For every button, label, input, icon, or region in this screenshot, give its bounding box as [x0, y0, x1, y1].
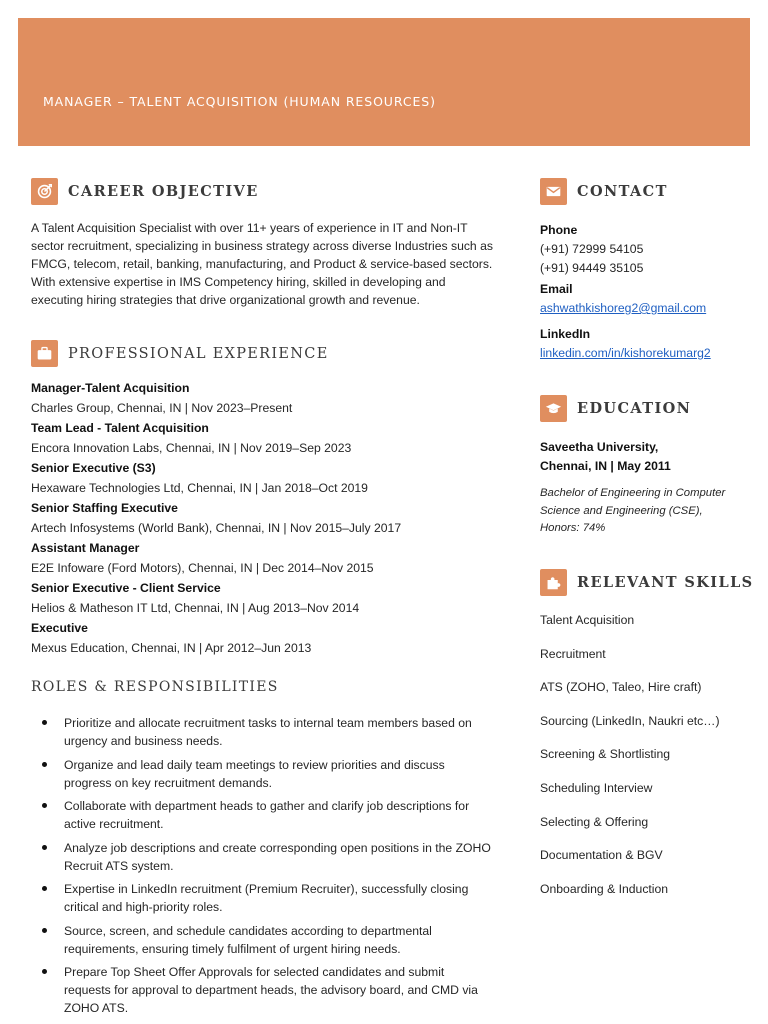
graduation-cap-icon — [540, 395, 567, 422]
experience-title: Senior Executive (S3) — [31, 461, 156, 475]
list-item — [37, 963, 512, 1017]
degree-line: Bachelor of Engineering in Computer — [540, 487, 726, 499]
skill-item: Documentation & BGV — [540, 848, 663, 863]
bullet-line: Prioritize and allocate recruitment tasks to internal team members based on — [64, 716, 472, 730]
skills-list — [540, 610, 720, 912]
email-link[interactable]: ashwathkishoreg2@gmail.com — [540, 301, 707, 315]
experience-list — [31, 378, 521, 658]
experience-details: E2E Infoware (Ford Motors), Chennai, IN | Dec 2014–Nov 2015 — [31, 561, 374, 575]
phone-label: Phone — [540, 223, 578, 237]
contact-block — [540, 221, 755, 363]
skill-item: Scheduling Interview — [540, 780, 653, 795]
objective-line: executing hiring strategies that drive organizational growth and revenue. — [31, 293, 420, 307]
responsibilities-list — [37, 714, 512, 1023]
list-item — [37, 714, 512, 750]
roles-heading: ROLES & RESPONSIBILITIES — [31, 679, 279, 695]
section-title: EDUCATION — [577, 400, 692, 417]
briefcase-icon — [31, 340, 58, 367]
experience-title: Assistant Manager — [31, 541, 140, 555]
degree-line: Science and Engineering (CSE), — [540, 504, 703, 517]
skill-item: ATS (ZOHO, Taleo, Hire craft) — [540, 680, 702, 695]
section-title: PROFESSIONAL EXPERIENCE — [68, 345, 329, 362]
objective-line: sector recruitment, specializing in business strategy across diverse Industries such as — [31, 239, 493, 253]
objective-line: A Talent Acquisition Specialist with over 11+ years of experience in IT and Non-IT — [31, 221, 468, 235]
envelope-icon — [540, 178, 567, 205]
experience-item — [31, 378, 521, 418]
linkedin-link[interactable]: linkedin.com/in/kishorekumarg2 — [540, 346, 711, 360]
professional-experience-heading — [31, 340, 329, 367]
puzzle-icon — [540, 569, 567, 596]
experience-item — [31, 538, 521, 578]
career-objective-heading — [31, 178, 259, 205]
experience-details: Artech Infosystems (World Bank), Chennai, IN | Nov 2015–July 2017 — [31, 521, 402, 535]
experience-item — [31, 618, 521, 658]
experience-title: Manager-Talent Acquisition — [31, 381, 190, 395]
skill-item: Selecting & Offering — [540, 814, 649, 829]
email-label: Email — [540, 282, 573, 296]
bullet-line: Organize and lead daily team meetings to review priorities and discuss — [64, 757, 445, 772]
career-objective-text — [31, 219, 521, 309]
bullet-line: active recruitment. — [64, 817, 164, 831]
bullet-line: ZOHO ATS. — [64, 1001, 129, 1015]
experience-title: Team Lead - Talent Acquisition — [31, 421, 209, 435]
list-item — [37, 797, 512, 833]
skill-item: Onboarding & Induction — [540, 881, 669, 896]
phone-number: (+91) 72999 54105 — [540, 242, 644, 256]
header-band — [18, 18, 750, 146]
skill-item: Screening & Shortlisting — [540, 747, 671, 762]
target-icon — [31, 178, 58, 205]
bullet-line: urgency and business needs. — [64, 734, 223, 748]
objective-line: FMCG, telecom, retail, banking, manufacturing, and Product & service-based sectors. — [31, 257, 493, 271]
bullet-line: critical and high-priority roles. — [64, 900, 223, 914]
section-title: RELEVANT SKILLS — [577, 574, 754, 591]
objective-line: With extensive expertise in IMS Competency hiring, skilled in developing and — [31, 275, 446, 289]
bullet-line: Analyze job descriptions and create corresponding open positions in the ZOHO — [64, 840, 491, 855]
experience-details: Hexaware Technologies Ltd, Chennai, IN | Jan 2018–Oct 2019 — [31, 481, 368, 495]
skill-item: Sourcing (LinkedIn, Naukri etc…) — [540, 713, 720, 728]
list-item — [37, 880, 512, 916]
phone-number: (+91) 94449 35105 — [540, 261, 644, 275]
experience-item — [31, 458, 521, 498]
experience-title: Executive — [31, 621, 88, 635]
bullet-line: Recruit ATS system. — [64, 858, 174, 873]
bullet-line: Expertise in LinkedIn recruitment (Premium Recruiter), successfully closing — [64, 882, 469, 896]
experience-item — [31, 418, 521, 458]
skill-item: Talent Acquisition — [540, 613, 635, 627]
linkedin-label: LinkedIn — [540, 327, 591, 341]
bullet-line: Prepare Top Sheet Offer Approvals for selected candidates and submit — [64, 965, 445, 979]
section-title: CAREER OBJECTIVE — [68, 183, 259, 200]
section-title: CONTACT — [577, 183, 668, 200]
bullet-line: Source, screen, and schedule candidates according to departmental — [64, 923, 432, 938]
bullet-line: progress on key recruitment demands. — [64, 775, 272, 790]
skill-item: Recruitment — [540, 646, 606, 661]
education-heading — [540, 395, 691, 422]
bullet-line: requests for approval to department heads, the advisory board, and CMD via — [64, 983, 478, 997]
experience-details: Encora Innovation Labs, Chennai, IN | Nov 2019–Sep 2023 — [31, 441, 352, 455]
experience-item — [31, 498, 521, 538]
list-item — [37, 922, 512, 958]
experience-details: Helios & Matheson IT Ltd, Chennai, IN | Aug 2013–Nov 2014 — [31, 601, 360, 615]
experience-title: Senior Executive - Client Service — [31, 581, 221, 595]
resume-job-title: MANAGER – TALENT ACQUISITION (HUMAN RESOURCES) — [43, 94, 436, 109]
school-name: Saveetha University, — [540, 440, 659, 454]
list-item — [37, 756, 512, 792]
experience-title: Senior Staffing Executive — [31, 501, 178, 515]
experience-item — [31, 578, 521, 618]
contact-heading — [540, 178, 668, 205]
bullet-line: requirements, ensuring timely fulfilment of urgent hiring needs. — [64, 941, 401, 956]
degree-line: Honors: 74% — [540, 522, 606, 534]
experience-details: Charles Group, Chennai, IN | Nov 2023–Present — [31, 401, 293, 415]
school-location-date: Chennai, IN | May 2011 — [540, 459, 671, 473]
list-item — [37, 839, 512, 875]
experience-details: Mexus Education, Chennai, IN | Apr 2012–Jun 2013 — [31, 641, 312, 655]
skills-heading — [540, 569, 754, 596]
degree-details — [540, 485, 755, 538]
education-block — [540, 438, 755, 538]
bullet-line: Collaborate with department heads to gather and clarify job descriptions for — [64, 799, 470, 813]
